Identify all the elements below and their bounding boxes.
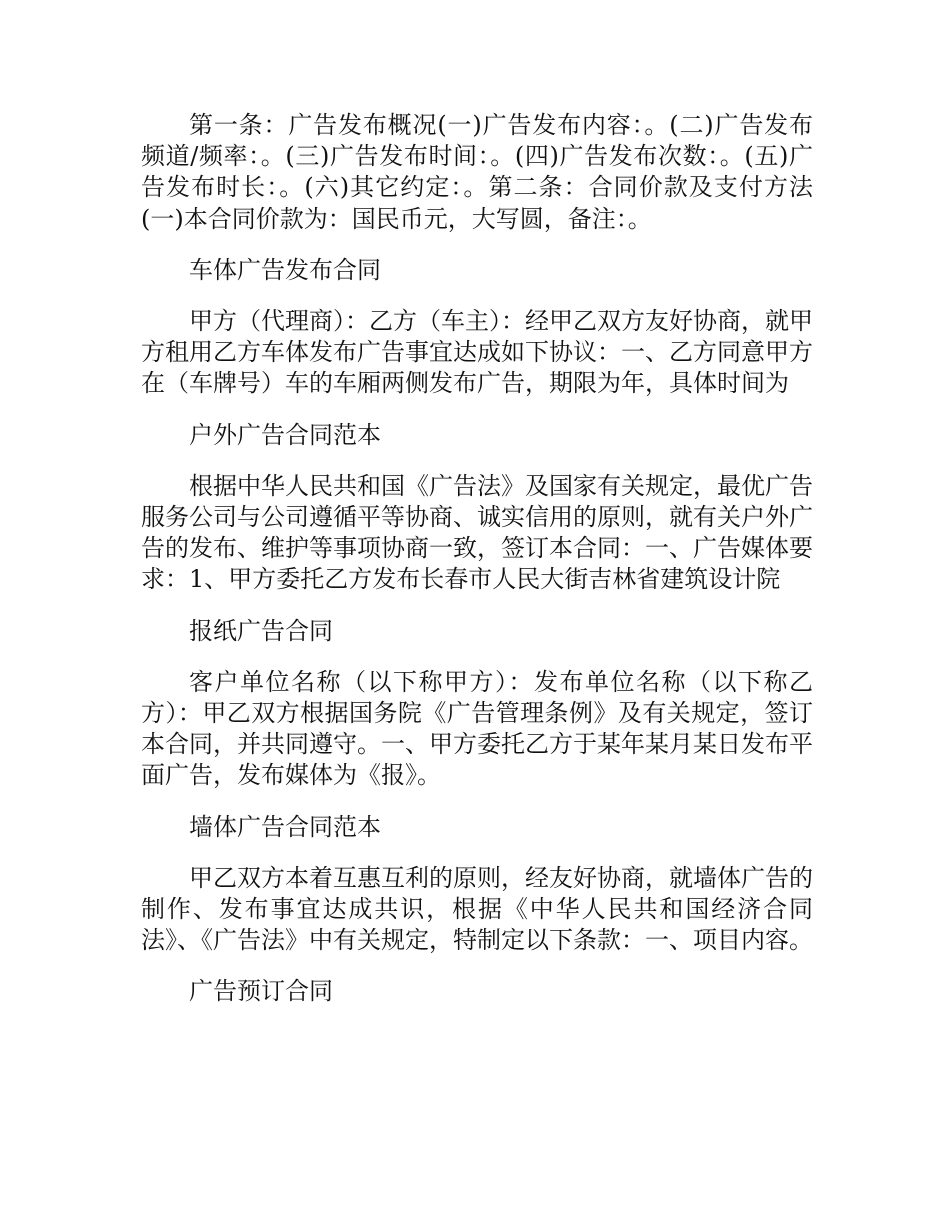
heading-newspaper-ad-contract: 报纸广告合同: [189, 616, 333, 645]
heading-wall-ad-contract: 墙体广告合同范本: [189, 812, 381, 841]
paragraph-wall-ad-terms: 甲乙双方本着互惠互利的原则，经友好协商，就墙体广告的制作、发布事宜达成共识，根据《中华人民共和国经济合同法》、《广告法》中有关规定，特制定以下条款：一、项目内容。: [141, 863, 813, 955]
document-page: [141, 110, 813, 1028]
paragraph-outdoor-ad-terms: 根据中华人民共和国《广告法》及国家有关规定，最优广告服务公司与公司遵循平等协商、诚实信用的原则，就有关户外广告的发布、维护等事项协商一致，签订本合同：一、广告媒体要求：1、甲方委托乙方发布长春市人民大街吉林省建筑设计院: [141, 471, 813, 594]
heading-ad-booking-contract: 广告预订合同: [189, 977, 333, 1006]
paragraph-newspaper-ad-terms: 客户单位名称（以下称甲方）：发布单位名称（以下称乙方）：甲乙双方根据国务院《广告管理条例》及有关规定，签订本合同，并共同遵守。一、甲方委托乙方于某年某月某日发布平面广告，发布媒体为《报》。: [141, 667, 813, 790]
paragraph-vehicle-ad-terms: 甲方（代理商）：乙方（车主）：经甲乙双方友好协商，就甲方租用乙方车体发布广告事宜达成如下协议：一、乙方同意甲方在（车牌号）车的车厢两侧发布广告，期限为年，具体时间为: [141, 307, 813, 398]
heading-outdoor-ad-contract: 户外广告合同范本: [189, 420, 381, 449]
heading-vehicle-ad-contract: 车体广告发布合同: [189, 255, 381, 284]
paragraph-ad-release-overview: 第一条：广告发布概况(一)广告发布内容：。(二)广告发布频道/频率：。(三)广告发布时间：。(四)广告发布次数：。(五)广告发布时长：。(六)其它约定：。第二条：合同价款及支付方法(一)本合同价款为：国民币元，大写圆，备注：。: [141, 111, 813, 233]
